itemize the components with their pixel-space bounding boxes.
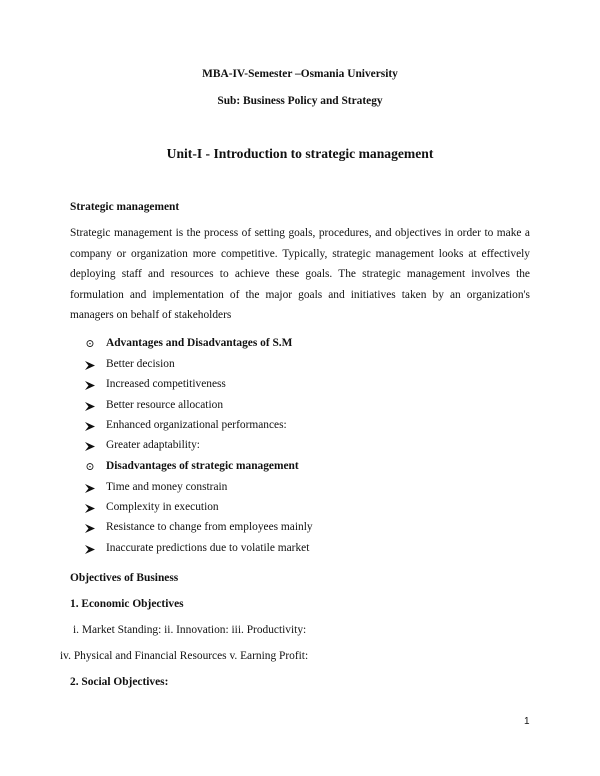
unit-title: Unit-I - Introduction to strategic management [166,146,434,161]
advantages-heading: Advantages and Disadvantages of S.M [106,337,293,349]
list-item-label: Resistance to change from employees mainly [106,521,313,533]
list-item-label: Increased competitiveness [106,378,226,390]
circled-dot-icon: ⊙ [85,338,95,350]
arrow-bullet-icon [84,380,96,391]
header-university: MBA-IV-Semester –Osmania University [202,68,398,80]
social-objectives-heading: 2. Social Objectives: [70,676,169,688]
page-number: 1 [524,716,530,727]
list-item-label: Inaccurate predictions due to volatile market [106,542,310,554]
economic-objectives-line-1: i. Market Standing: ii. Innovation: iii. Productivity: [73,624,307,636]
list-item-label: Greater adaptability: [106,439,200,451]
arrow-bullet-icon [84,401,96,412]
arrow-bullet-icon [84,360,96,371]
arrow-bullet-icon [84,503,96,514]
list-item-label: Better resource allocation [106,399,224,411]
list-item-label: Better decision [106,358,175,370]
list-item-label: Time and money constrain [106,481,228,493]
list-item-label: Enhanced organizational performances: [106,419,287,431]
arrow-bullet-icon [84,523,96,534]
economic-objectives-heading: 1. Economic Objectives [70,598,184,610]
arrow-bullet-icon [84,483,96,494]
strategic-management-paragraph: Strategic management is the process of setting goals, procedures, and objectives in order to make a company or organization more competitive. Typically, strategic management looks at effectively deploying staff and resources to achieve these goals. The strategic management involves the formulation and implementation of the major goals and initiatives taken by an organization's managers on behalf of stakeholders [70,227,530,322]
disadvantages-heading: Disadvantages of strategic management [106,460,299,472]
arrow-bullet-icon [84,421,96,432]
arrow-bullet-icon [84,544,96,555]
section-heading-objectives: Objectives of Business [70,572,179,584]
arrow-bullet-icon [84,441,96,452]
list-item-label: Complexity in execution [106,501,219,513]
economic-objectives-line-2: iv. Physical and Financial Resources v. Earning Profit: [60,650,309,662]
section-heading-strategic-management: Strategic management [70,201,180,213]
circled-dot-icon: ⊙ [85,461,95,473]
header-subject: Sub: Business Policy and Strategy [217,95,383,107]
